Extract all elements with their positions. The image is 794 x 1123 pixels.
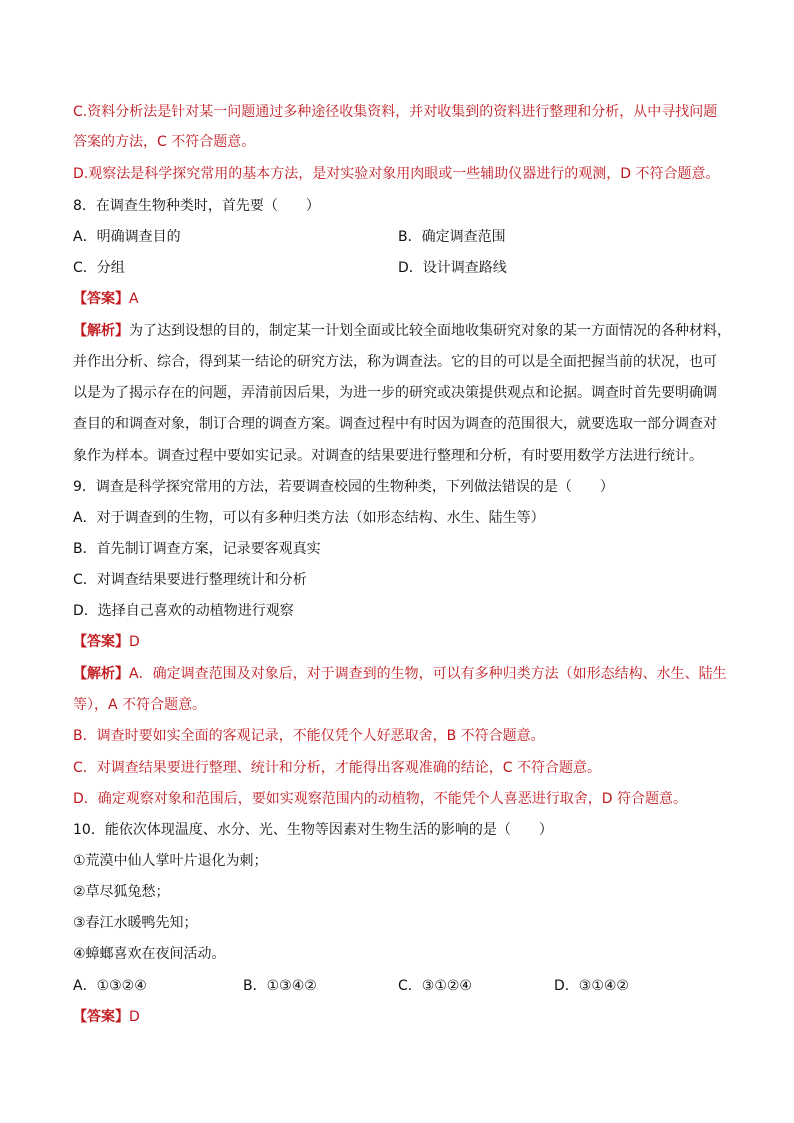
q9-stem: 9．调查是科学探究常用的方法，若要调查校园的生物种类，下列做法错误的是（ ） xyxy=(73,479,614,495)
q8-answer-value: A xyxy=(129,291,139,307)
q9-analysis-line3: B．调查时要如实全面的客观记录，不能仅凭个人好恶取舍，B 不符合题意。 xyxy=(73,728,545,744)
q8-answer xyxy=(73,289,139,309)
q10-option-b: B．①③④② xyxy=(243,978,317,994)
answer-tag: 【答案】 xyxy=(73,634,129,650)
analysis-tag: 【解析】 xyxy=(73,666,129,682)
q9-analysis-line5: D．确定观察对象和范围后，要如实观察范围内的动植物，不能凭个人喜恶进行取舍，D 符合题意。 xyxy=(73,791,688,807)
prev-option-c-line1: C.资料分析法是针对某一问题通过多种途径收集资料，并对收集到的资料进行整理和分析，从中寻找问题 xyxy=(73,104,718,120)
q9-option-a: A．对于调查到的生物，可以有多种归类方法（如形态结构、水生、陆生等） xyxy=(73,510,545,526)
prev-option-d-line: D.观察法是科学探究常用的基本方法，是对实验对象用肉眼或一些辅助仪器进行的观测，D 不符合题意。 xyxy=(73,166,720,182)
q8-option-a: A．明确调查目的 xyxy=(73,229,181,245)
prev-c-text-c: 不符合题意。 xyxy=(166,134,256,150)
q10-answer xyxy=(73,1007,140,1027)
q10-stem: 10．能依次体现温度、水分、光、生物等因素对生物生活的影响的是（ ） xyxy=(73,822,553,838)
prev-c-letter: C xyxy=(157,134,167,150)
q8-stem: 8．在调查生物种类时，首先要（ ） xyxy=(73,198,320,214)
q10-option-c: C．③①②④ xyxy=(398,978,472,994)
q10-item-2: ②草尽狐兔愁； xyxy=(73,884,170,900)
q10-answer-value: D xyxy=(129,1009,140,1025)
q8-option-b: B．确定调查范围 xyxy=(398,229,506,245)
q10-option-d: D．③①④② xyxy=(554,978,629,994)
prev-option-c-line2 xyxy=(73,132,255,152)
q10-item-3: ③春江水暖鸭先知； xyxy=(73,915,198,931)
q8-analysis-line2: 并作出分析、综合，得到某一结论的研究方法，称为调查法。它的目的可以是全面把握当前的状况，也可 xyxy=(73,354,717,370)
q9-option-d: D．选择自己喜欢的动植物进行观察 xyxy=(73,603,294,619)
q9-analysis-line4: C．对调查结果要进行整理、统计和分析，才能得出客观准确的结论，C 不符合题意。 xyxy=(73,760,601,776)
q8-analysis-text1: 为了达到设想的目的，制定某一计划全面或比较全面地收集研究对象的某一方面情况的各种材料， xyxy=(129,323,731,339)
q9-answer xyxy=(73,632,140,652)
q9-option-b: B．首先制订调查方案，记录要客观真实 xyxy=(73,541,321,557)
q8-analysis-line1 xyxy=(73,321,731,341)
analysis-tag: 【解析】 xyxy=(73,323,129,339)
q9-answer-value: D xyxy=(129,634,140,650)
q10-item-4: ④蟑螂喜欢在夜间活动。 xyxy=(73,946,226,962)
q9-option-c: C．对调查结果要进行整理统计和分析 xyxy=(73,572,307,588)
q10-option-a: A．①③②④ xyxy=(73,978,147,994)
q8-option-c: C．分组 xyxy=(73,260,125,276)
answer-tag: 【答案】 xyxy=(73,291,129,307)
prev-c-text-a: 答案的方法， xyxy=(73,134,157,150)
q8-analysis-line3: 以是为了揭示存在的问题，弄清前因后果，为进一步的研究或决策提供观点和论据。调查时首先要明确调 xyxy=(73,385,717,401)
q9-analysis-line1 xyxy=(73,664,727,684)
q9-analysis-a1: A．确定调查范围及对象后，对于调查到的生物，可以有多种归类方法（如形态结构、水生、陆生 xyxy=(129,666,727,682)
q9-analysis-line2: 等），A 不符合题意。 xyxy=(73,697,207,713)
q10-item-1: ①荒漠中仙人掌叶片退化为刺； xyxy=(73,853,268,869)
q8-analysis-line4: 查目的和调查对象，制订合理的调查方案。调查过程中有时因为调查的范围很大，就要选取一部分调查对 xyxy=(73,416,717,432)
q8-option-d: D．设计调查路线 xyxy=(398,260,507,276)
q8-analysis-line5: 象作为样本。调查过程中要如实记录。对调查的结果要进行整理和分析，有时要用数学方法进行统计。 xyxy=(73,448,703,464)
answer-tag: 【答案】 xyxy=(73,1009,129,1025)
